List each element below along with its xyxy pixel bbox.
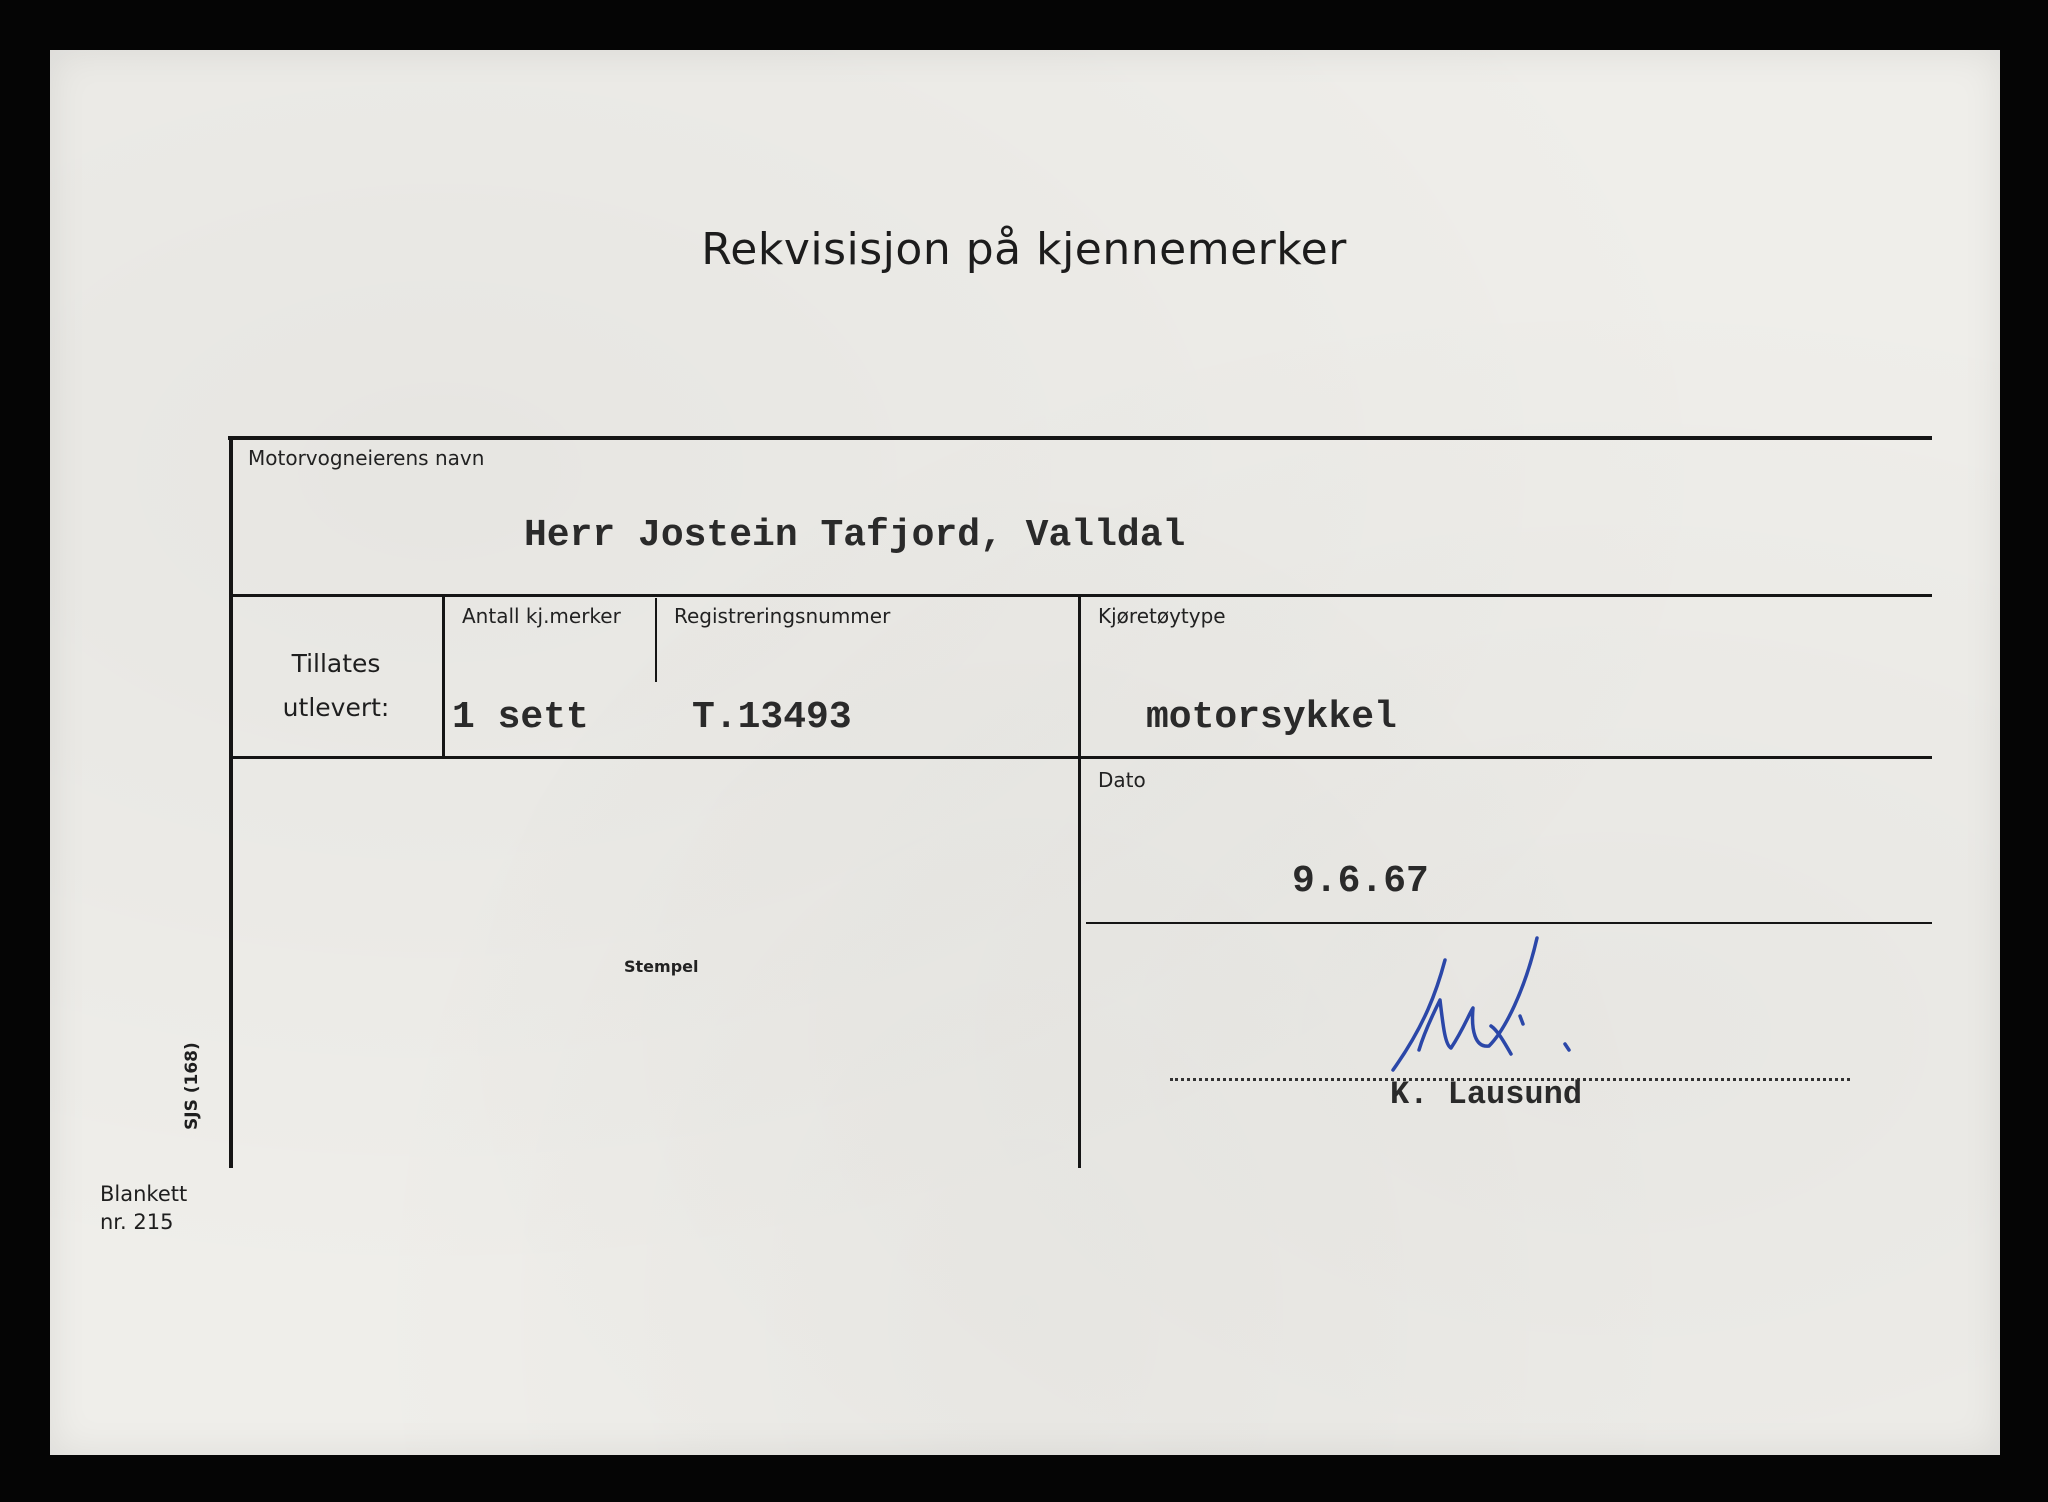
rule-top [228, 436, 1932, 440]
date-label: Dato [1098, 768, 1146, 792]
rule-col-count [442, 596, 445, 756]
count-value: 1 sett [452, 696, 589, 739]
owner-value: Herr Jostein Tafjord, Valldal [524, 514, 1186, 557]
regno-label: Registreringsnummer [674, 604, 891, 628]
rule-col-regno [655, 598, 657, 682]
owner-label: Motorvogneierens navn [248, 446, 485, 470]
vehicle-type-label: Kjøretøytype [1098, 604, 1226, 628]
count-label: Antall kj.merker [462, 604, 621, 628]
signer-name: K. Lausund [1390, 1076, 1583, 1113]
issued-label-line2: utlevert: [282, 693, 390, 722]
form-title: Rekvisisjon på kjennemerker [701, 224, 1347, 275]
date-value: 9.6.67 [1292, 860, 1429, 903]
rule-col-vehicle [1078, 596, 1081, 1168]
side-code: SJS (168) [182, 1042, 202, 1130]
issued-label-line1: Tillates [291, 649, 381, 678]
rule-row2-top [232, 594, 1932, 597]
form-number-line1: Blankett [100, 1182, 188, 1206]
form-number [100, 1180, 187, 1236]
regno-value: T.13493 [692, 696, 852, 739]
rule-left [229, 438, 233, 1168]
issued-label [236, 642, 436, 730]
vehicle-type-value: motorsykkel [1146, 696, 1397, 739]
stamp-label: Stempel [624, 957, 699, 976]
rule-date-bottom [1086, 922, 1932, 924]
signature-image [1385, 930, 1605, 1080]
rule-row3-top [232, 756, 1932, 759]
form-number-line2: nr. 215 [100, 1210, 174, 1234]
